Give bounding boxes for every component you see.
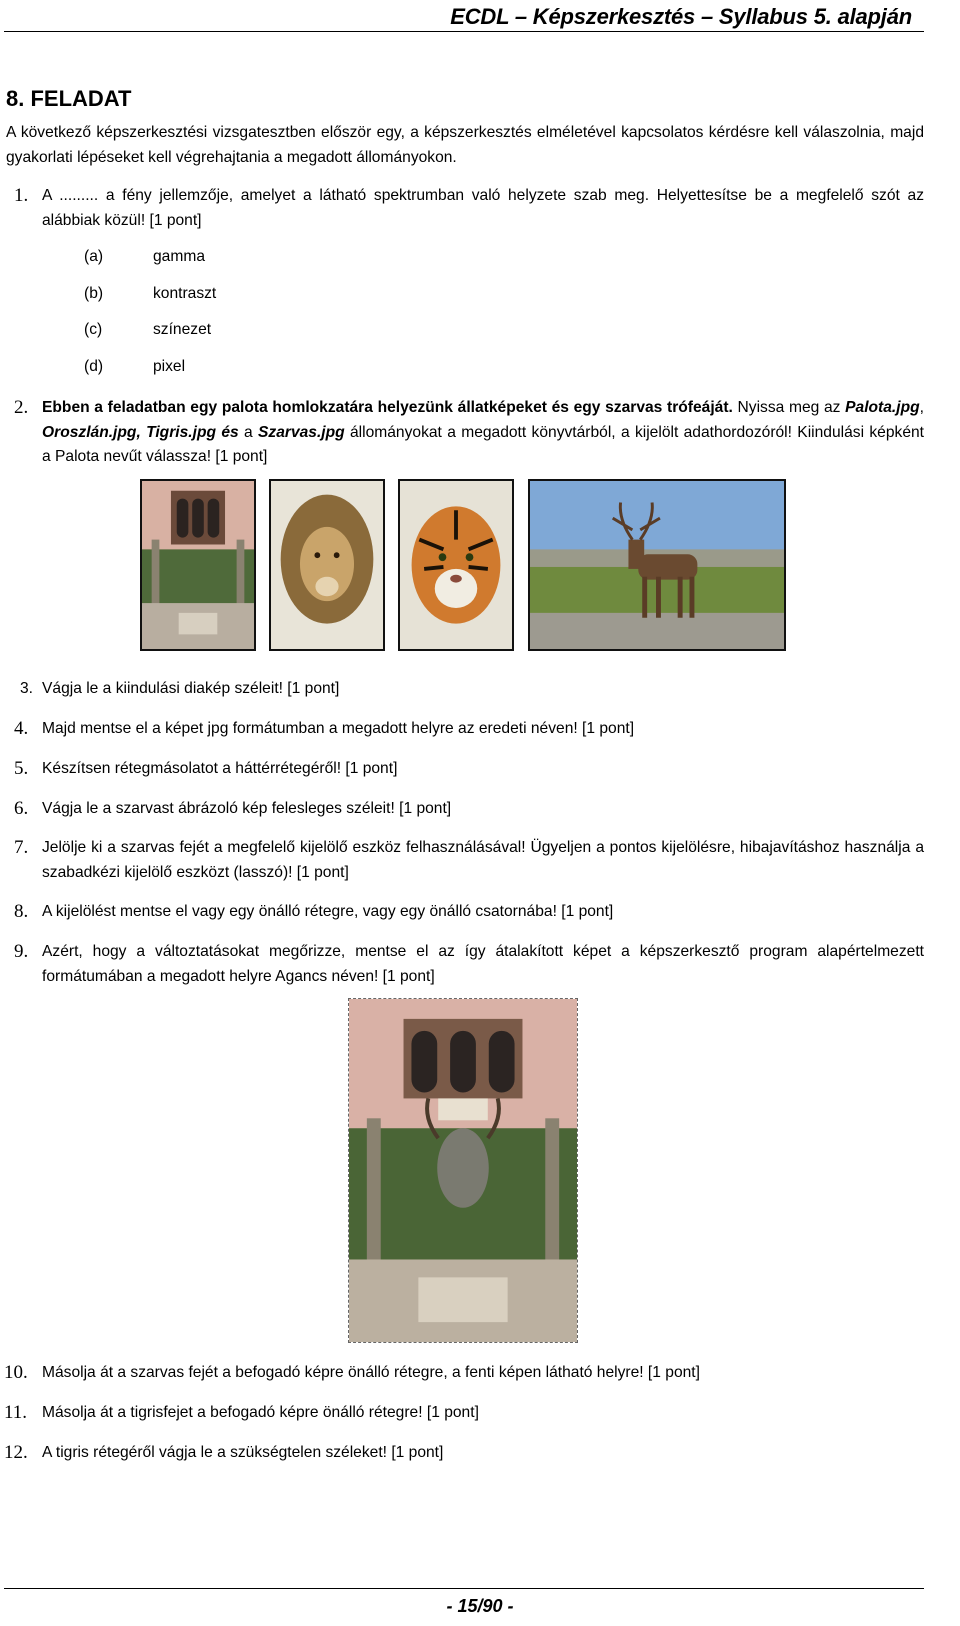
- footer-rule: [4, 1588, 924, 1589]
- composite-palace-image: [348, 998, 578, 1343]
- text-segment: Nyissa meg az: [732, 399, 846, 416]
- palace-image: [140, 479, 256, 651]
- text-segment: állományokat a megadott könyvtárból, a kijelölt adathordozóról! Kiindulási képként a Palota nevűt válassza! [1 pont]: [42, 423, 924, 465]
- question-number: 2.: [14, 397, 29, 418]
- text-segment: ,: [919, 399, 924, 416]
- page-number: - 15/90 -: [446, 1596, 514, 1616]
- question-text: Másolja át a tigrisfejet a befogadó képre önálló rétegre! [1 pont]: [42, 1404, 479, 1421]
- question-2: [14, 396, 924, 470]
- question-bold-text: Ebben a feladatban egy palota homlokzatára helyezünk állatképeket és egy szarvas trófeáját.: [42, 399, 733, 416]
- tiger-image: [398, 479, 514, 651]
- task-title: 8. FELADAT: [6, 86, 132, 111]
- task-intro: A következő képszerkesztési vizsgatesztben először egy, a képszerkesztés elméletével kapcsolatos kérdésre kell válaszolnia, majd gyakorlati lépéseket kell végrehajtania a megadott állományokon.: [6, 124, 924, 166]
- question-number: 10.: [4, 1362, 28, 1383]
- question-number: 3.: [20, 680, 34, 697]
- header-rule: [4, 31, 924, 32]
- question-number: 11.: [4, 1402, 28, 1423]
- question-number: 12.: [4, 1442, 28, 1463]
- question-11: [4, 1401, 924, 1426]
- question-text: A ......... a fény jellemzője, amelyet a látható spektrumban való helyzete szab meg. Helyettesítse be a megfelelő szót az alábbiak közül! [1 pont]: [42, 187, 924, 229]
- option-label-d: (d): [84, 358, 104, 375]
- question-number: 5.: [14, 758, 29, 779]
- question-7: [14, 836, 924, 885]
- filename: Oroszlán.jpg, Tigris.jpg és: [42, 423, 239, 441]
- question-10: [4, 1361, 924, 1386]
- lion-image: [269, 479, 385, 651]
- option-text-b: kontraszt: [153, 285, 217, 302]
- deer-image: [528, 479, 786, 651]
- question-text: A kijelölést mentse el vagy egy önálló rétegre, vagy egy önálló csatornába! [1 pont]: [42, 903, 614, 920]
- question-number: 9.: [14, 941, 29, 962]
- question-text: Másolja át a szarvas fejét a befogadó képre önálló rétegre, a fenti képen látható helyre! [1 pont]: [42, 1364, 700, 1381]
- question-text: Készítsen rétegmásolatot a háttérrétegéről! [1 pont]: [42, 760, 398, 777]
- question-text: A tigris rétegéről vágja le a szükségtelen széleket! [1 pont]: [42, 1444, 444, 1461]
- option-text-a: gamma: [153, 248, 205, 265]
- question-6: [14, 797, 924, 822]
- question-text: [42, 396, 924, 470]
- option-text-d: pixel: [153, 358, 186, 375]
- question-text: Vágja le a kiindulási diakép széleit! [1 pont]: [42, 680, 340, 697]
- option-label-c: (c): [84, 321, 103, 338]
- question-number: 4.: [14, 718, 29, 739]
- filename: Szarvas.jpg: [258, 423, 345, 441]
- question-text: Azért, hogy a változtatásokat megőrizze, mentse el az így átalakított képet a képszerkesztő program alapértelmezett formátumában a megadott helyre Agancs néven! [1 pont]: [42, 943, 924, 985]
- question-text: Vágja le a szarvast ábrázoló kép felesleges széleit! [1 pont]: [42, 800, 452, 817]
- question-number: 8.: [14, 901, 29, 922]
- option-label-a: (a): [84, 248, 104, 265]
- question-number: 1.: [14, 185, 29, 206]
- question-5: [14, 757, 924, 782]
- question-12: [4, 1441, 924, 1466]
- question-3: [14, 677, 924, 702]
- option-label-b: (b): [84, 285, 104, 302]
- question-8: [14, 900, 924, 925]
- text-segment: a: [238, 423, 258, 441]
- question-1: [14, 184, 924, 233]
- question-text: Jelölje ki a szarvas fejét a megfelelő kijelölő eszköz felhasználásával! Ügyeljen a pontos kijelölésre, hibajavításhoz használja a szabadkézi kijelölő eszközt (lasszó)! [1 pont]: [42, 839, 924, 881]
- filename: Palota.jpg: [845, 399, 920, 416]
- option-text-c: színezet: [153, 321, 212, 338]
- question-9: [14, 940, 924, 989]
- question-4: [14, 717, 924, 742]
- page-header-title: ECDL – Képszerkesztés – Syllabus 5. alapján: [450, 4, 912, 29]
- question-text: Majd mentse el a képet jpg formátumban a megadott helyre az eredeti néven! [1 pont]: [42, 720, 635, 737]
- question-number: 6.: [14, 798, 29, 819]
- question-number: 7.: [14, 837, 29, 858]
